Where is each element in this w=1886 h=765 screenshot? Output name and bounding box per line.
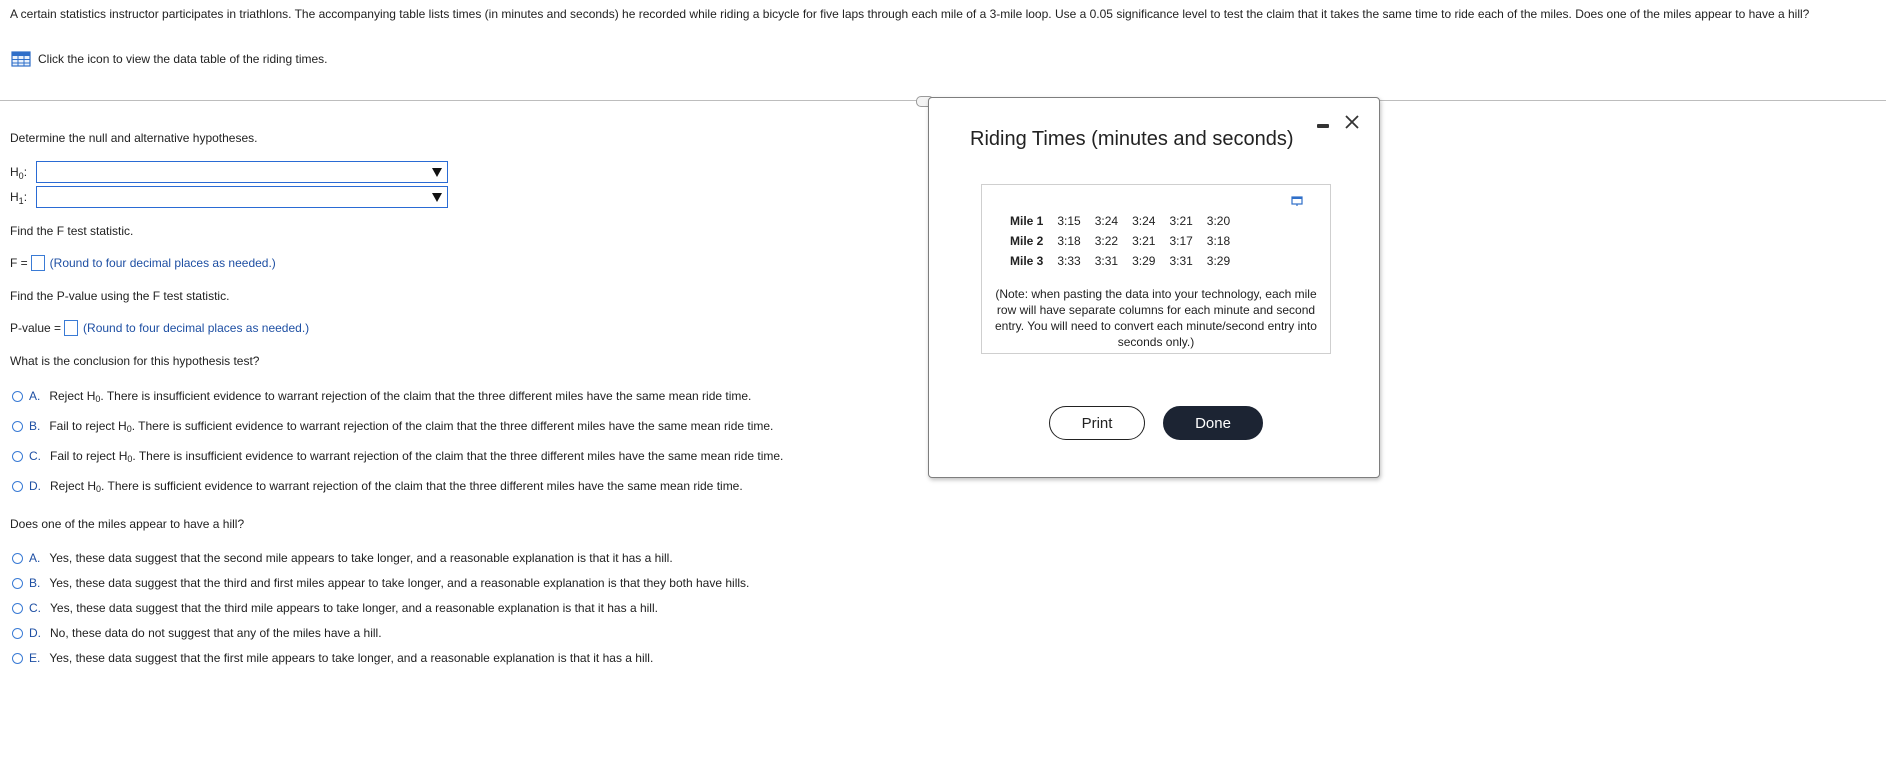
hill-option-b[interactable]	[12, 576, 749, 590]
hill-option-a[interactable]	[12, 551, 673, 565]
radio-button[interactable]	[12, 391, 23, 402]
problem-statement: A certain statistics instructor participates in triathlons. The accompanying table lists times (in minutes and seconds) he recorded while riding a bicycle for five laps through each mile of a 3-mile loop. Use a 0.05 significance level to test the claim that it takes the same time to ride each of the miles. Does one of the miles appear to have a hill?	[10, 7, 1810, 21]
option-text-pre: Reject H	[49, 389, 96, 403]
hill-prompt: Does one of the miles appear to have a hill?	[10, 517, 245, 531]
p-value-prompt: Find the P-value using the F test statistic.	[10, 289, 230, 303]
table-cell: 3:18	[1206, 234, 1231, 248]
f-stat-label: F =	[10, 256, 28, 270]
h0-label: $H_0$:	[10, 165, 28, 181]
option-text-pre: Reject H	[50, 479, 97, 493]
h0-subscript: 0	[18, 171, 24, 181]
option-text-post: . There is insufficient evidence to warrant rejection of the claim that the three different miles have the same mean ride time.	[132, 449, 784, 463]
dropdown-arrow-icon	[428, 188, 446, 206]
dialog-title: Riding Times (minutes and seconds)	[970, 128, 1294, 150]
option-letter: E.	[29, 651, 41, 665]
radio-button[interactable]	[12, 481, 23, 492]
h1-subscript: 1	[18, 196, 24, 206]
radio-button[interactable]	[12, 553, 23, 564]
p-value-row	[10, 320, 309, 336]
hill-option-c[interactable]	[12, 601, 658, 615]
radio-button[interactable]	[12, 578, 23, 589]
f-stat-row	[10, 255, 276, 271]
riding-times-table	[1010, 211, 1237, 271]
row-label: Mile 2	[1010, 234, 1044, 248]
option-text-post: . There is sufficient evidence to warrant rejection of the claim that the three different miles have the same mean ride time.	[131, 419, 774, 433]
h1-letter: H	[10, 190, 19, 204]
table-cell: 3:29	[1206, 254, 1231, 268]
option-text: No, these data do not suggest that any of the miles have a hill.	[50, 626, 382, 640]
f-stat-input[interactable]	[31, 255, 45, 271]
table-cell: 3:21	[1132, 234, 1156, 248]
option-letter: D.	[29, 479, 41, 493]
print-button[interactable]: Print	[1049, 406, 1145, 440]
table-cell: 3:18	[1057, 234, 1081, 248]
table-cell: 3:33	[1057, 254, 1081, 268]
table-row	[1010, 251, 1237, 271]
option-text-pre: Fail to reject H	[49, 419, 127, 433]
riding-times-dialog	[928, 97, 1380, 478]
hypotheses-prompt: Determine the null and alternative hypotheses.	[10, 131, 258, 145]
h1-label: $H_1$:	[10, 190, 28, 206]
option-letter: B.	[29, 576, 41, 590]
table-grid-icon[interactable]	[11, 51, 31, 67]
option-letter: D.	[29, 626, 41, 640]
conclusion-option-a[interactable]	[12, 389, 751, 403]
conclusion-option-d[interactable]	[12, 479, 743, 493]
f-stat-prompt: Find the F test statistic.	[10, 224, 134, 238]
close-icon[interactable]	[1343, 113, 1361, 131]
hill-option-e[interactable]	[12, 651, 653, 665]
conclusion-prompt: What is the conclusion for this hypothesis test?	[10, 354, 260, 368]
paste-note: (Note: when pasting the data into your technology, each mile row will have separate columns for each minute and second entry. You will need to convert each minute/second entry into seconds only.)	[995, 287, 1317, 349]
p-value-label: P-value =	[10, 321, 62, 335]
option-subscript: 0	[127, 454, 133, 464]
p-value-hint: (Round to four decimal places as needed.)	[83, 321, 310, 335]
row-label: Mile 1	[1010, 214, 1044, 228]
radio-button[interactable]	[12, 603, 23, 614]
option-text: Yes, these data suggest that the second mile appears to take longer, and a reasonable explanation is that it has a hill.	[49, 551, 673, 565]
hill-option-d[interactable]	[12, 626, 382, 640]
table-cell: 3:29	[1132, 254, 1156, 268]
table-cell: 3:22	[1094, 234, 1119, 248]
conclusion-option-b[interactable]	[12, 419, 773, 433]
conclusion-option-c[interactable]	[12, 449, 783, 463]
radio-button[interactable]	[12, 421, 23, 432]
option-letter: C.	[29, 449, 41, 463]
table-cell: 3:24	[1094, 214, 1119, 228]
option-text: Yes, these data suggest that the third mile appears to take longer, and a reasonable explanation is that it has a hill.	[50, 601, 658, 615]
radio-button[interactable]	[12, 628, 23, 639]
h1-dropdown[interactable]	[36, 186, 448, 208]
table-cell: 3:31	[1169, 254, 1193, 268]
option-text: Yes, these data suggest that the first mile appears to take longer, and a reasonable explanation is that it has a hill.	[49, 651, 654, 665]
h0-letter: H	[10, 165, 19, 179]
option-text-post: . There is sufficient evidence to warrant rejection of the claim that the three different miles have the same mean ride time.	[101, 479, 743, 493]
done-button[interactable]: Done	[1163, 406, 1263, 440]
table-row	[1010, 231, 1237, 251]
table-cell: 3:20	[1206, 214, 1231, 228]
h1-row	[10, 186, 448, 208]
h0-dropdown[interactable]	[36, 161, 448, 183]
table-cell: 3:17	[1169, 234, 1193, 248]
table-cell: 3:31	[1094, 254, 1119, 268]
radio-button[interactable]	[12, 653, 23, 664]
minimize-icon[interactable]	[1316, 118, 1330, 132]
data-table-container	[981, 184, 1331, 354]
option-letter: C.	[29, 601, 41, 615]
option-subscript: 0	[126, 424, 132, 434]
dropdown-arrow-icon	[428, 163, 446, 181]
option-subscript: 0	[96, 484, 102, 494]
h0-row	[10, 161, 448, 183]
option-letter: B.	[29, 419, 41, 433]
option-letter: A.	[29, 389, 41, 403]
view-data-text: Click the icon to view the data table of the riding times.	[38, 52, 328, 66]
table-row	[1010, 211, 1237, 231]
table-cell: 3:15	[1057, 214, 1081, 228]
p-value-input[interactable]	[64, 320, 78, 336]
row-label: Mile 3	[1010, 254, 1044, 268]
radio-button[interactable]	[12, 451, 23, 462]
f-stat-hint: (Round to four decimal places as needed.)	[49, 256, 276, 270]
option-letter: A.	[29, 551, 41, 565]
option-subscript: 0	[95, 394, 101, 404]
view-data-row	[11, 50, 327, 68]
option-text: Yes, these data suggest that the third and first miles appear to take longer, and a reasonable explanation is that they both have hills.	[49, 576, 750, 590]
option-text-pre: Fail to reject H	[50, 449, 128, 463]
expand-icon[interactable]	[1290, 194, 1304, 208]
table-cell: 3:24	[1132, 214, 1156, 228]
option-text-post: . There is insufficient evidence to warrant rejection of the claim that the three different miles have the same mean ride time.	[100, 389, 752, 403]
table-cell: 3:21	[1169, 214, 1193, 228]
